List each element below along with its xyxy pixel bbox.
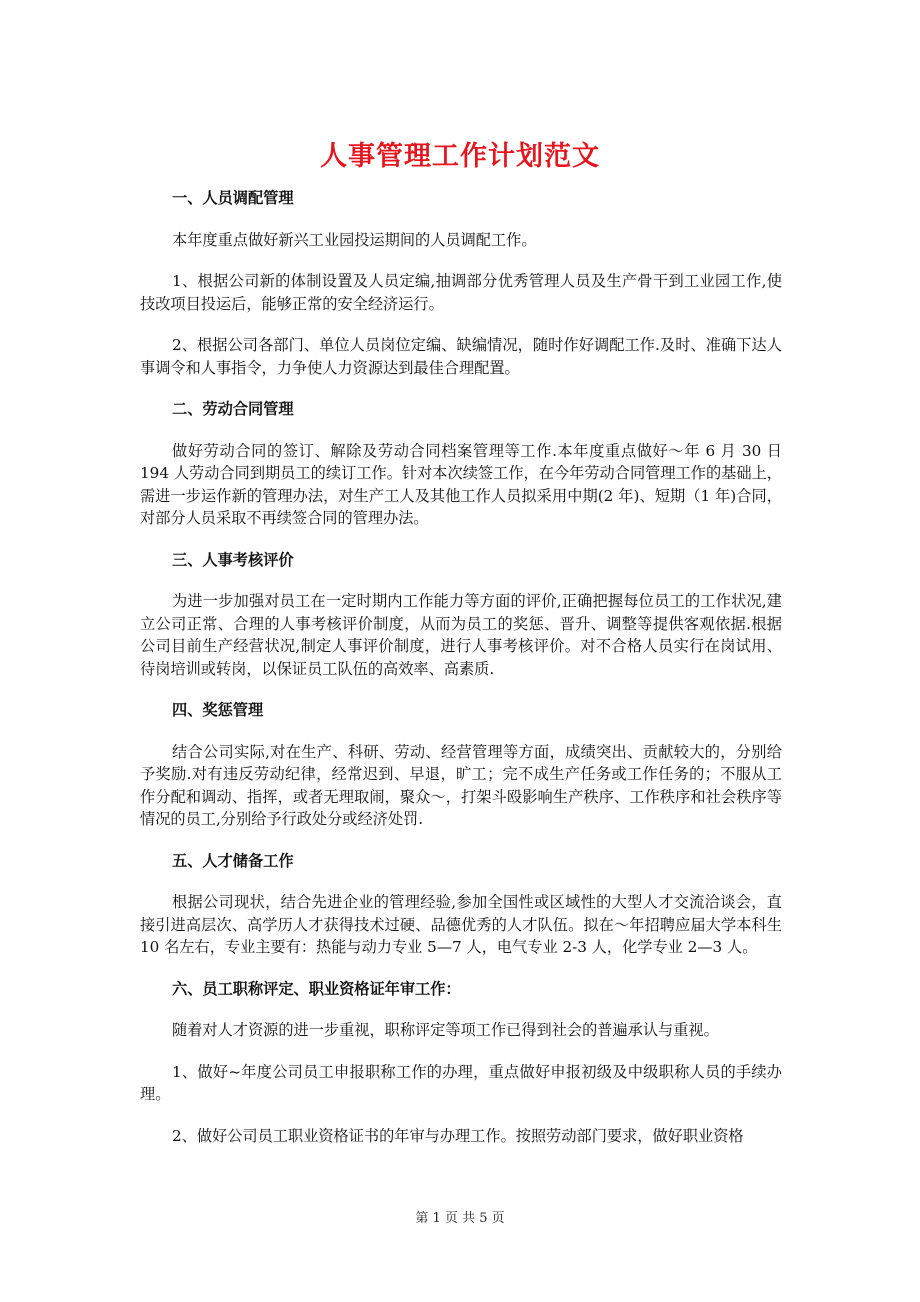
document-body <box>140 187 782 1166</box>
section-2 <box>140 398 782 530</box>
page-footer <box>0 1207 920 1226</box>
section-heading: 四、奖惩管理 <box>172 701 264 719</box>
document-title: 人事管理工作计划范文 <box>320 141 600 172</box>
section-6 <box>140 978 782 1148</box>
paragraph: 结合公司实际,对在生产、科研、劳动、经营管理等方面，成绩突出、贡献较大的，分别给予奖励.对有违反劳动纪律，经常迟到、早退，旷工；完不成生产任务或工作任务的；不服从工作分配和调动、指挥，或者无理取闹，聚众～，打架斗殴影响生产秩序、工作秩序和社会秩序等情况的员工,分别给予行政处分或经济处罚. <box>140 742 782 828</box>
section-5 <box>140 850 782 959</box>
page-number-label: 第 1 页 共 5 页 <box>415 1211 505 1226</box>
section-3 <box>140 549 782 681</box>
section-4 <box>140 699 782 831</box>
paragraph: 根据公司现状，结合先进企业的管理经验,参加全国性或区域性的大型人才交流洽谈会，直接引进高层次、高学历人才获得技术过硬、品德优秀的人才队伍。拟在～年招聘应届大学本科生 10 名左右，专业主要有：热能与动力专业 5—7 人，电气专业 2-3 人，化学专业 2—3 人。 <box>140 893 782 956</box>
paragraph: 随着对人才资源的进一步重视，职称评定等项工作已得到社会的普遍承认与重视。 <box>172 1021 719 1039</box>
section-heading: 一、人员调配管理 <box>172 189 294 207</box>
paragraph: 2、根据公司各部门、单位人员岗位定编、缺编情况，随时作好调配工作.及时、准确下达人事调令和人事指令，力争使人力资源达到最佳合理配置。 <box>140 336 782 377</box>
section-heading: 二、劳动合同管理 <box>172 400 294 418</box>
section-heading: 五、人才储备工作 <box>172 851 294 870</box>
paragraph: 为进一步加强对员工在一定时期内工作能力等方面的评价,正确把握每位员工的工作状况,建立公司正常、合理的人事考核评价制度，从而为员工的奖惩、晋升、调整等提供客观依据.根据公司目前生产经营状况,制定人事评价制度，进行人事考核评价。对不合格人员实行在岗试用、待岗培训或转岗，以保证员工队伍的高效率、高素质. <box>140 592 782 678</box>
paragraph: 1、做好~年度公司员工申报职称工作的办理，重点做好申报初级及中级职称人员的手续办理。 <box>140 1062 782 1103</box>
section-heading: 六、员工职称评定、职业资格证年审工作： <box>172 979 461 998</box>
paragraph: 1、根据公司新的体制设置及人员定编,抽调部分优秀管理人员及生产骨干到工业园工作,使技改项目投运后，能够正常的安全经济运行。 <box>140 272 782 313</box>
paragraph: 本年度重点做好新兴工业园投运期间的人员调配工作。 <box>172 230 537 249</box>
section-heading: 三、人事考核评价 <box>172 550 294 569</box>
paragraph: 2、做好公司员工职业资格证书的年审与办理工作。按照劳动部门要求，做好职业资格 <box>172 1126 744 1145</box>
paragraph: 做好劳动合同的签订、解除及劳动合同档案管理等工作.本年度重点做好～年 6 月 30 日 194 人劳动合同到期员工的续订工作。针对本次续签工作，在今年劳动合同管理工作的基础上，需进一步运作新的管理办法，对生产工人及其他工作人员拟采用中期(2 年)、短期（1 年)合同，对部分人员采取不再续签合同的管理办法。 <box>140 441 782 527</box>
section-1 <box>140 187 782 379</box>
